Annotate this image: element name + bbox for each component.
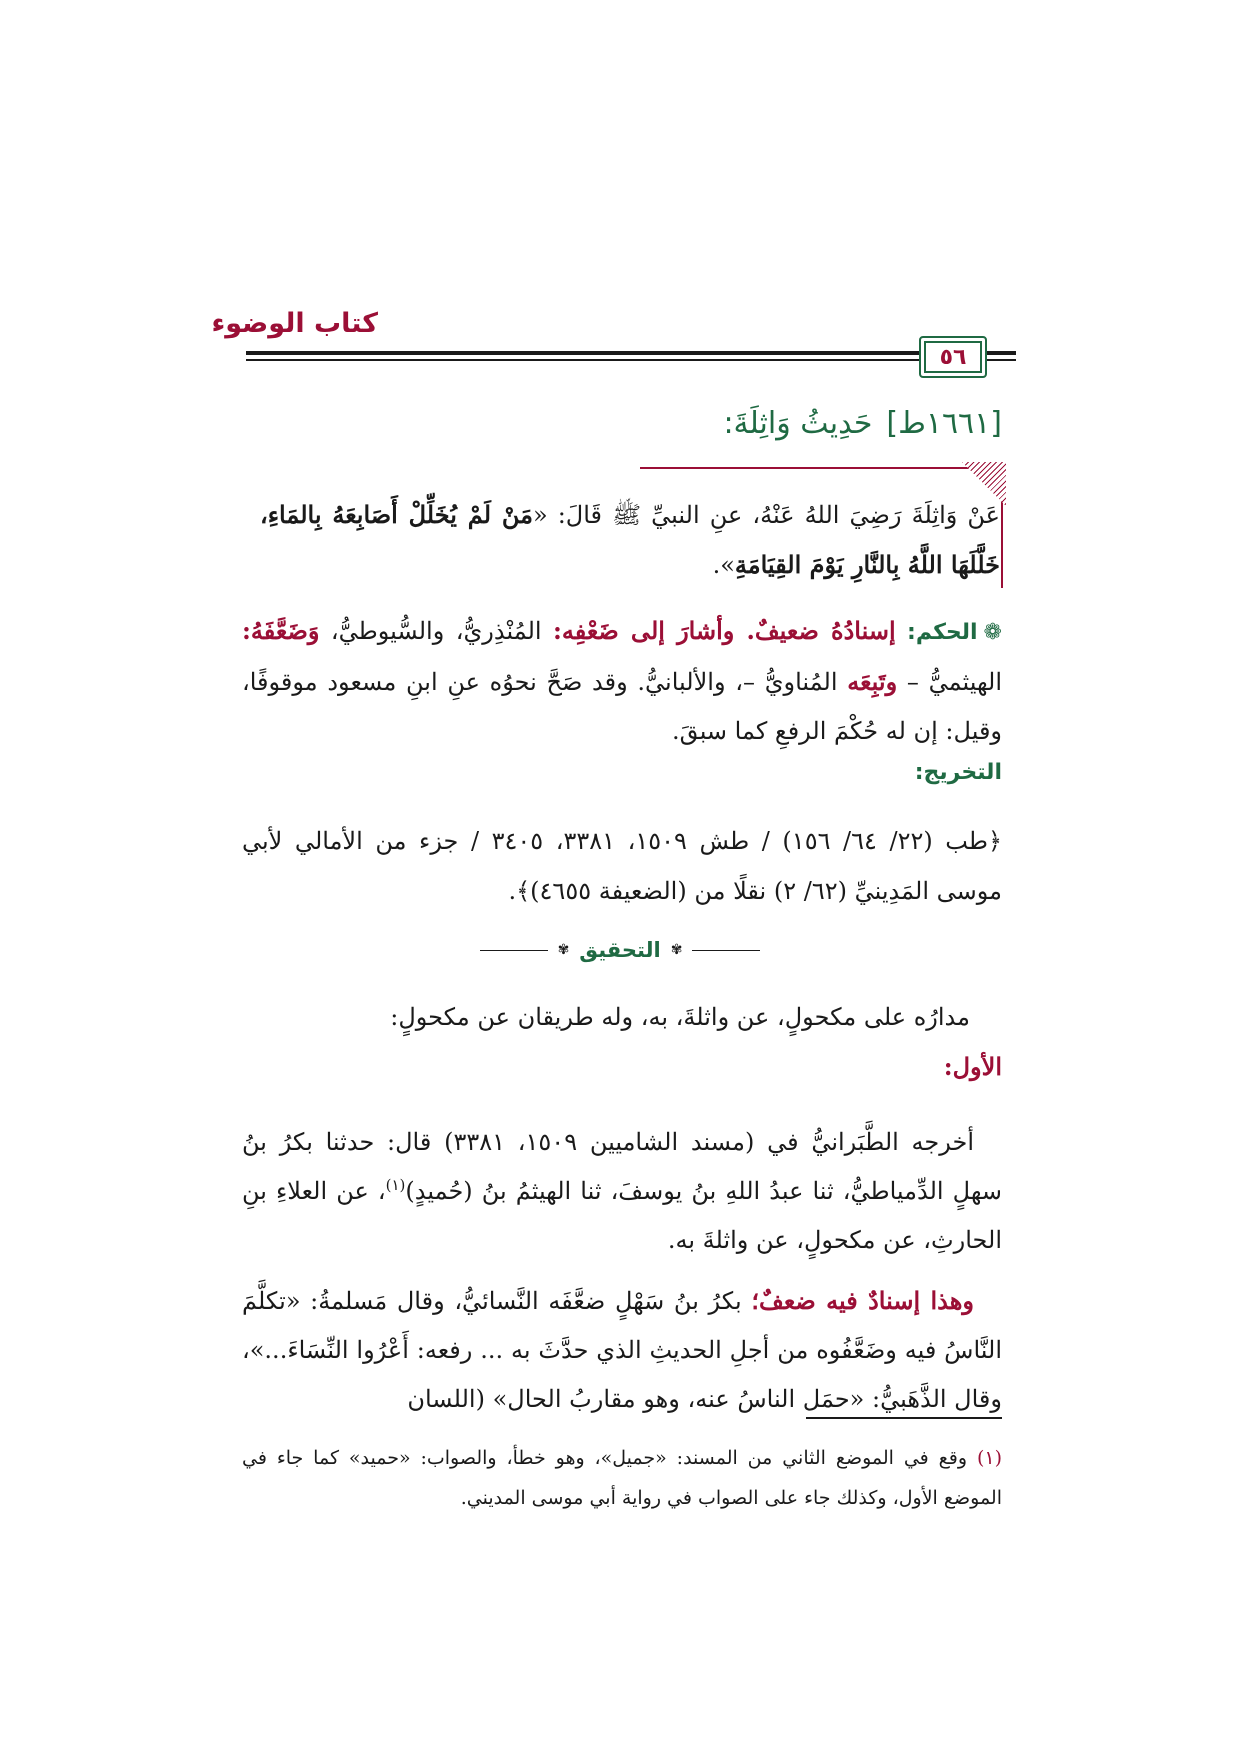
tahqiq-intro: مدارُه على مكحولٍ، عن واثلةَ، به، وله طريقان عن مكحولٍ: [390,1003,970,1031]
footnote-text: وقع في الموضع الثاني من المسند: «جميل»، وهو خطأ، والصواب: «حميد» كما جاء في الموضع الأول، وكذلك جاء على الصواب في رواية أبي موسى المديني. [242,1447,1002,1509]
para1-text-b: ، عن العلاءِ بنِ الحارثِ، عن مكحولٍ، عن واثلةَ به. [242,1177,1002,1254]
takhrij-label: التخريج: [914,760,1002,785]
hadith-matn [260,490,1000,590]
tahqiq-paragraph-2 [242,1276,1002,1424]
running-title: كتاب الوضوء [211,308,378,339]
separator-line [480,950,548,951]
ruling-label: الحكم: [907,620,978,645]
header-rule-right [990,351,1016,355]
separator-line [692,950,760,951]
header-rule-right-thin [990,359,1016,361]
footnote [242,1438,1002,1518]
first-route-label: الأول: [943,1052,1002,1081]
flower-icon: ❁ [983,620,1002,645]
ruling-text-1: المُنْذِريُّ، والسُّيوطيُّ، [319,617,553,645]
takhrij-text: ﴿طب (٢٢/ ٦٤/ ١٥٦) / طش ١٥٠٩، ٣٣٨١، ٣٤٠٥ / جزء من الأمالي لأبي موسى المَدِينيِّ (٦٢/ ٢) نقلًا من (الضعيفة ٤٦٥٥)﴾. [242,827,1003,905]
ornament-icon: ✾ [670,942,683,958]
footnote-rule [806,1417,1002,1419]
tahqiq-separator [480,935,760,965]
para1-text-a: أخرجه الطَّبَرانيُّ في (مسند الشاميين ١٥٠٩، ٣٣٨١) قال: حدثنا بكرُ بنُ سهلٍ الدِّمياطيُّ، ثنا عبدُ اللهِ بنُ يوسفَ، ثنا الهيثمُ بنُ (حُميدٍ) [242,1128,1002,1205]
hadith-title: حَدِيثُ وَاثِلَةَ: [723,406,873,441]
ruling-text-3: المُناويُّ –، والألبانيُّ. وقد صَحَّ نحوُه عنِ ابنِ مسعود موقوفًا، وقيل: إن له حُكْمَ الرفعِ كما سبقَ. [242,668,1002,745]
tahqiq-title: التحقيق [579,938,661,962]
para2-bold: وهذا إسنادٌ فيه ضعفٌ؛ [751,1286,975,1315]
footnote-number: (١) [976,1447,1002,1469]
ruling-grade: إسنادُهُ ضعيفٌ. وأشارَ إلى ضَعْفِه: [552,616,896,645]
header-rule [246,351,1003,355]
page-number [919,336,987,378]
page-number-label: ٥٦ [939,344,967,370]
matn-end: ». [712,551,735,579]
weakened-label: وَضَعَّفَهُ: [242,616,320,645]
ornament-icon: ✾ [557,942,570,958]
matn-intro: عَنْ وَاثِلَةَ رَضِيَ اللهُ عَنْهُ، عنِ النبيِّ ﷺ قَالَ: « [532,501,1001,529]
para2-text: بكرُ بنُ سَهْلٍ ضعَّفَه النَّسائيُّ، وقال مَسلمةُ: «تكلَّمَ النَّاسُ فيه وضَعَّفُوه من أجلِ الحديثِ الذي حدَّثَ به ... رفعه: أَعْرُوا النِّسَاءَ...»، وقال الذَّهَبيُّ: «حمَل الناسُ عنه، وهو مقاربُ الحال» (اللسان [242,1287,1002,1413]
footnote-ref[interactable]: (١) [385,1176,406,1194]
hadith-heading [723,406,1002,441]
matn-frame-top [640,467,992,469]
ruling-text-2: الهيثميُّ – [897,668,1002,696]
tahqiq-paragraph-1 [242,1118,1002,1265]
ruling-paragraph [242,606,1002,756]
hadith-number: [١٦٦١ط] [886,406,1002,441]
followed-label: وتَبِعَه [847,667,898,696]
header-rule-thin [246,359,1003,361]
matn-bold: مَنْ لَمْ يُخَلِّلْ أَصَابِعَهُ بِالمَاءِ، خَلَّلَهَا اللَّهُ بِالنَّارِ يَوْمَ القِيَامَةِ [260,500,1000,579]
